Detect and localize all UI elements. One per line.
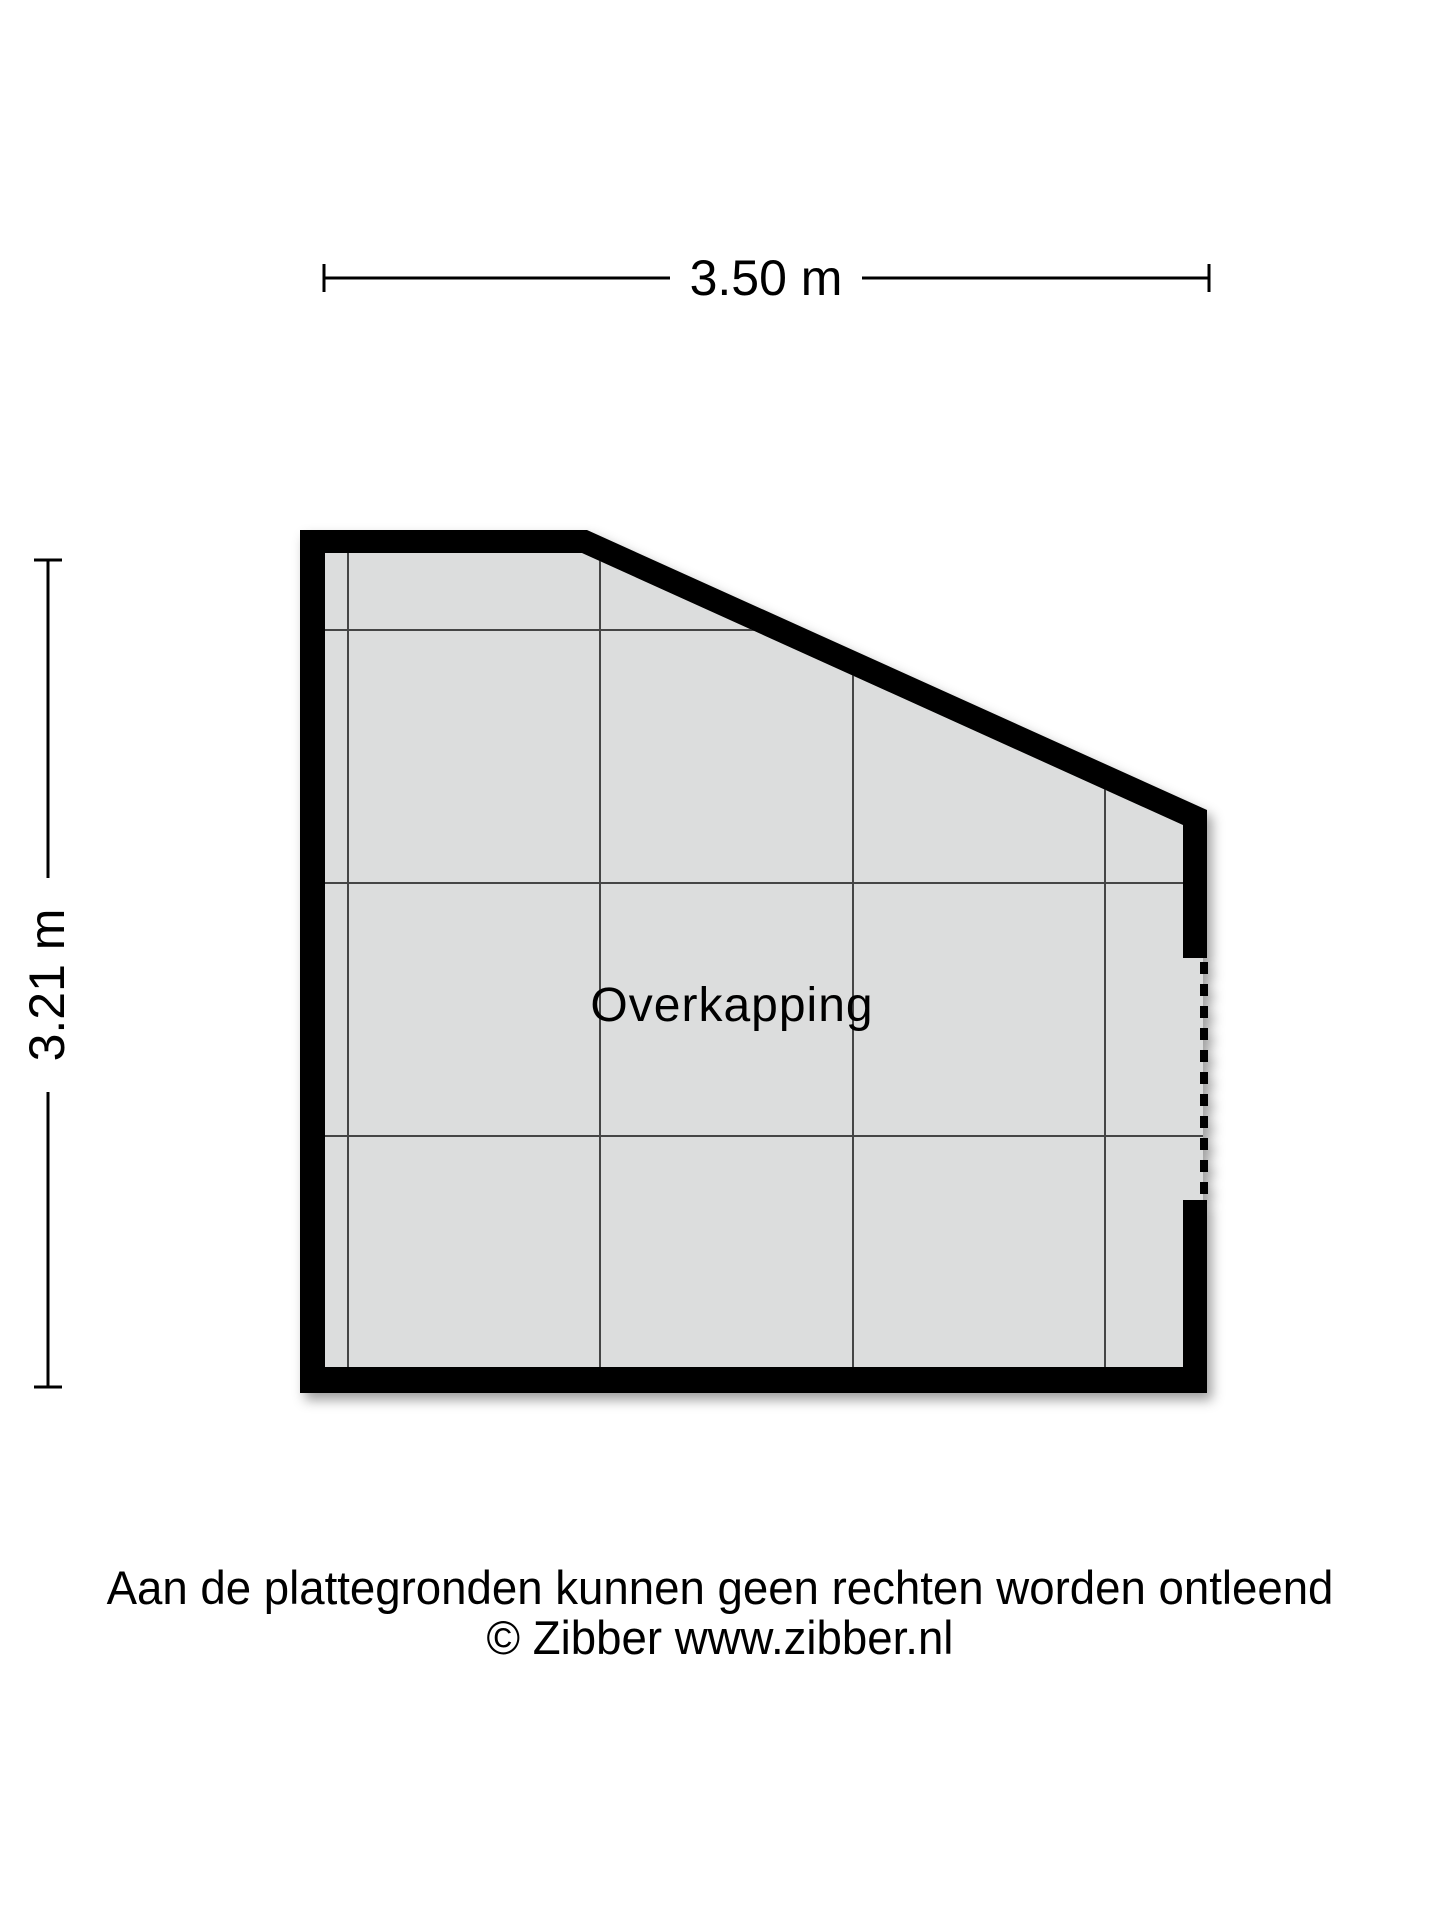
floor-area	[325, 553, 1203, 1367]
height-dimension-label: 3.21 m	[19, 908, 75, 1062]
width-dimension-label: 3.50 m	[689, 250, 843, 306]
footer-disclaimer	[22, 1563, 1419, 1663]
width-dimension	[324, 250, 1209, 306]
room-label: Overkapping	[590, 979, 874, 1032]
disclaimer-line: Aan de plattegronden kunnen geen rechten worden ontleend	[106, 1561, 1334, 1614]
floorplan-body	[300, 530, 1215, 1393]
copyright-line: © Zibber www.zibber.nl	[486, 1611, 954, 1664]
height-dimension	[19, 560, 75, 1387]
